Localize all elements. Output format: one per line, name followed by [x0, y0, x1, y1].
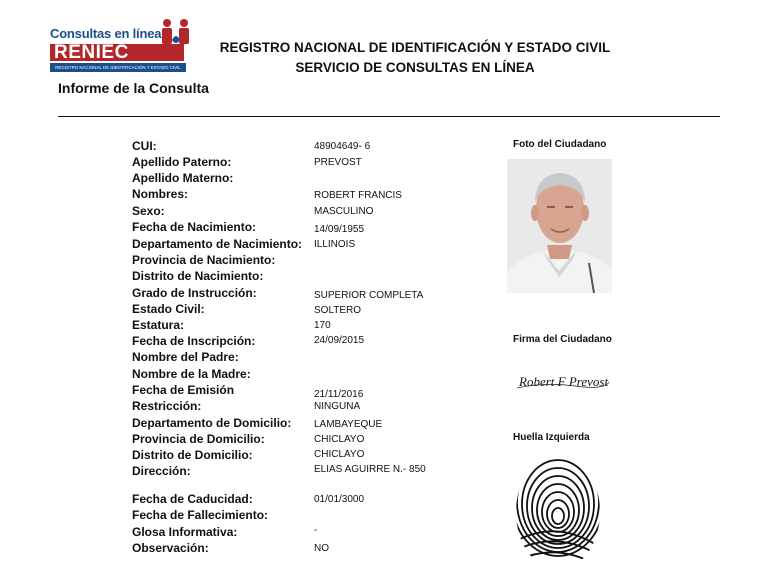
- header-title-line2: SERVICIO DE CONSULTAS EN LÍNEA: [295, 60, 535, 75]
- value-departamento-nacimiento: ILLINOIS: [314, 239, 356, 250]
- logo-subtitle: REGISTRO NACIONAL DE IDENTIFICACIÓN Y ESTADO CIVIL: [50, 63, 186, 72]
- logo-top-text: Consultas en línea: [50, 26, 162, 41]
- value-nombres: ROBERT FRANCIS: [314, 190, 402, 201]
- label-distrito-nacimiento: Distrito de Nacimiento:: [132, 269, 264, 283]
- value-fecha-nacimiento: 14/09/1955: [314, 224, 365, 235]
- label-direccion: Dirección:: [132, 464, 191, 478]
- value-estatura: 170: [314, 320, 331, 331]
- logo-word: RENIEC: [54, 42, 129, 63]
- value-fecha-caducidad: 01/01/3000: [314, 494, 365, 505]
- label-nombre-padre: Nombre del Padre:: [132, 350, 239, 364]
- fingerprint-title: Huella Izquierda: [513, 432, 590, 443]
- label-nombre-madre: Nombre de la Madre:: [132, 367, 251, 381]
- value-glosa-informativa: -: [314, 525, 318, 536]
- signature-title: Firma del Ciudadano: [513, 334, 612, 345]
- report-title: Informe de la Consulta: [58, 80, 209, 96]
- value-estado-civil: SOLTERO: [314, 305, 362, 316]
- signature-text: Robert F Prevost: [519, 374, 609, 389]
- photo-title: Foto del Ciudadano: [513, 139, 607, 150]
- label-provincia-nacimiento: Provincia de Nacimiento:: [132, 253, 276, 267]
- label-departamento-domicilio: Departamento de Domicilio:: [132, 416, 292, 430]
- label-fecha-caducidad: Fecha de Caducidad:: [132, 492, 253, 506]
- label-apellido-materno: Apellido Materno:: [132, 171, 234, 185]
- label-provincia-domicilio: Provincia de Domicilio:: [132, 432, 265, 446]
- label-fecha-inscripcion: Fecha de Inscripción:: [132, 334, 256, 348]
- value-grado-instruccion: SUPERIOR COMPLETA: [314, 290, 424, 301]
- value-provincia-domicilio: CHICLAYO: [314, 434, 365, 445]
- fingerprint-icon: [512, 450, 604, 572]
- label-sexo: Sexo:: [132, 204, 165, 218]
- label-observacion: Observación:: [132, 541, 209, 555]
- label-distrito-domicilio: Distrito de Domicilio:: [132, 448, 253, 462]
- value-observacion: NO: [314, 543, 329, 554]
- value-apellido-paterno: PREVOST: [314, 157, 362, 168]
- value-distrito-domicilio: CHICLAYO: [314, 449, 365, 460]
- citizen-photo: [507, 159, 612, 293]
- label-estado-civil: Estado Civil:: [132, 302, 205, 316]
- citizen-signature: [515, 368, 611, 394]
- label-fecha-nacimiento: Fecha de Nacimiento:: [132, 220, 257, 234]
- label-fecha-fallecimiento: Fecha de Fallecimiento:: [132, 508, 269, 522]
- label-fecha-emision: Fecha de Emisión: [132, 383, 235, 397]
- value-fecha-inscripcion: 24/09/2015: [314, 335, 365, 346]
- value-cui: 48904649- 6: [314, 141, 371, 152]
- reniec-logo: [50, 18, 190, 74]
- label-departamento-nacimiento: Departamento de Nacimiento:: [132, 237, 303, 251]
- value-departamento-domicilio: LAMBAYEQUE: [314, 419, 383, 430]
- value-direccion: ELIAS AGUIRRE N.- 850: [314, 464, 426, 475]
- value-sexo: MASCULINO: [314, 206, 374, 217]
- value-restriccion: NINGUNA: [314, 401, 361, 412]
- label-apellido-paterno: Apellido Paterno:: [132, 155, 232, 169]
- label-grado-instruccion: Grado de Instrucción:: [132, 286, 257, 300]
- label-restriccion: Restricción:: [132, 399, 202, 413]
- label-estatura: Estatura:: [132, 318, 185, 332]
- label-nombres: Nombres:: [132, 187, 189, 201]
- label-glosa-informativa: Glosa Informativa:: [132, 525, 238, 539]
- label-cui: CUI:: [132, 139, 157, 153]
- header-divider: [58, 116, 720, 117]
- value-fecha-emision: 21/11/2016: [314, 389, 364, 400]
- people-icon: [158, 18, 194, 48]
- header-title-line1: REGISTRO NACIONAL DE IDENTIFICACIÓN Y ESTADO CIVIL: [219, 40, 611, 55]
